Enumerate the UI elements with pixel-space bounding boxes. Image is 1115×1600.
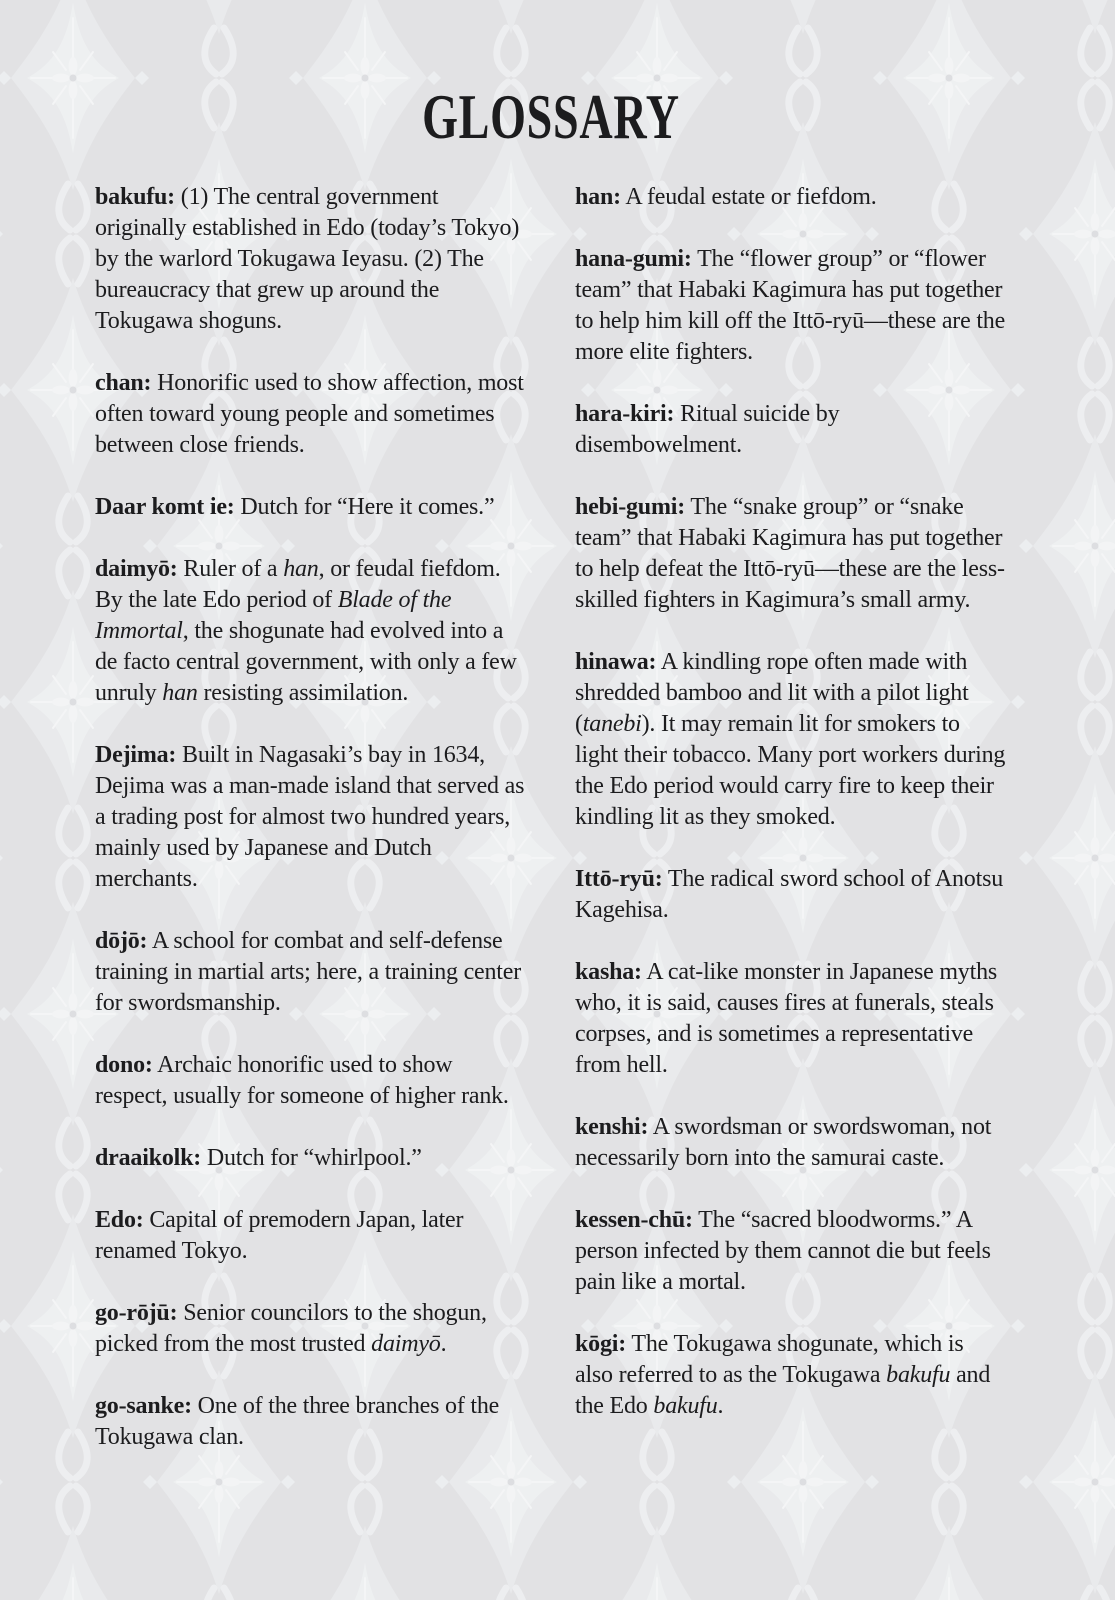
glossary-definition: The Tokugawa shogunate, which is also referred to as the Tokugawa bakufu and the Edo bakufu. bbox=[575, 1331, 991, 1419]
glossary-entry bbox=[575, 244, 1007, 368]
glossary-definition: Ritual suicide by disembowelment. bbox=[575, 401, 840, 458]
glossary-definition: Archaic honorific used to show respect, usually for someone of higher rank. bbox=[95, 1052, 509, 1109]
glossary-entry bbox=[95, 1298, 527, 1360]
glossary-entry bbox=[575, 1329, 1007, 1422]
glossary-definition: A feudal estate or fiefdom. bbox=[620, 184, 877, 210]
glossary-entry bbox=[95, 740, 527, 895]
glossary-definition: A cat-like monster in Japanese myths who, it is said, causes fires at funerals, steals corpses, and is sometimes a representative from hell. bbox=[575, 959, 998, 1078]
glossary-entry bbox=[95, 1143, 527, 1174]
glossary-definition: Built in Nagasaki’s bay in 1634, Dejima was a man-made island that served as a trading post for almost two hundred years, mainly used by Japanese and Dutch merchants. bbox=[95, 742, 525, 892]
glossary-definition: A swordsman or swordswoman, not necessarily born into the samurai caste. bbox=[575, 1114, 992, 1171]
page-title bbox=[95, 82, 1007, 152]
glossary-definition: A school for combat and self-defense training in martial arts; here, a training center for swordsmanship. bbox=[95, 928, 522, 1016]
glossary-term: kōgi: bbox=[575, 1331, 627, 1357]
glossary-entry bbox=[95, 554, 527, 709]
glossary-entry bbox=[575, 864, 1007, 926]
glossary-term: hara-kiri: bbox=[575, 401, 675, 427]
glossary-definition: (1) The central government originally established in Edo (today’s Tokyo) by the warlord Tokugawa Ieyasu. (2) The bureaucracy that grew up around the Tokugawa shoguns. bbox=[95, 184, 520, 334]
glossary-definition: Senior councilors to the shogun, picked from the most trusted daimyō. bbox=[95, 1300, 487, 1357]
glossary-term: go-rōjū: bbox=[95, 1300, 178, 1326]
glossary-column-right bbox=[575, 182, 1007, 1484]
glossary-entry bbox=[575, 399, 1007, 461]
glossary-definition: Honorific used to show affection, most often toward young people and sometimes between close friends. bbox=[95, 370, 524, 458]
page-title-text: GLOSSARY bbox=[422, 81, 680, 152]
glossary-term: Ittō-ryū: bbox=[575, 866, 663, 892]
glossary-definition: The radical sword school of Anotsu Kagehisa. bbox=[575, 866, 1004, 923]
glossary-term: hinawa: bbox=[575, 649, 657, 675]
glossary-definition: Capital of premodern Japan, later renamed Tokyo. bbox=[95, 1207, 464, 1264]
glossary-definition: A kindling rope often made with shredded bamboo and lit with a pilot light (tanebi). It may remain lit for smokers to light their tobacco. Many port workers during the Edo period would carry fire to keep their kindling lit as they smoked. bbox=[575, 649, 1006, 830]
glossary-entry bbox=[95, 1050, 527, 1112]
glossary-definition: Ruler of a han, or feudal fiefdom. By the late Edo period of Blade of the Immortal, the shogunate had evolved into a de facto central government, with only a few unruly han resisting assimilation. bbox=[95, 556, 517, 706]
glossary-definition: Dutch for “whirlpool.” bbox=[201, 1145, 422, 1171]
glossary-term: han: bbox=[575, 184, 621, 210]
glossary-definition: The “flower group” or “flower team” that Habaki Kagimura has put together to help him kill off the Ittō-ryū—these are the more elite fighters. bbox=[575, 246, 1006, 365]
glossary-columns bbox=[95, 182, 1007, 1484]
glossary-term: go-sanke: bbox=[95, 1393, 192, 1419]
glossary-term: kenshi: bbox=[575, 1114, 649, 1140]
glossary-definition: Dutch for “Here it comes.” bbox=[234, 494, 495, 520]
glossary-term: Daar komt ie: bbox=[95, 494, 235, 520]
glossary-term: kessen-chū: bbox=[575, 1207, 693, 1233]
glossary-entry bbox=[575, 1112, 1007, 1174]
glossary-term: Edo: bbox=[95, 1207, 144, 1233]
glossary-definition: The “snake group” or “snake team” that Habaki Kagimura has put together to help defeat the Ittō-ryū—these are the less-skilled fighters in Kagimura’s small army. bbox=[575, 494, 1005, 613]
glossary-entry bbox=[575, 182, 1007, 213]
glossary-term: hebi-gumi: bbox=[575, 494, 686, 520]
glossary-entry bbox=[575, 492, 1007, 616]
glossary-term: dono: bbox=[95, 1052, 153, 1078]
glossary-term: daimyō: bbox=[95, 556, 178, 582]
glossary-term: Dejima: bbox=[95, 742, 177, 768]
glossary-term: hana-gumi: bbox=[575, 246, 692, 272]
glossary-entry bbox=[95, 492, 527, 523]
glossary-entry bbox=[95, 182, 527, 337]
glossary-term: dōjō: bbox=[95, 928, 148, 954]
glossary-column-left bbox=[95, 182, 527, 1484]
glossary-entry bbox=[95, 926, 527, 1019]
glossary-entry bbox=[95, 368, 527, 461]
glossary-term: kasha: bbox=[575, 959, 642, 985]
glossary-entry bbox=[95, 1205, 527, 1267]
glossary-term: draaikolk: bbox=[95, 1145, 202, 1171]
glossary-entry bbox=[575, 957, 1007, 1081]
glossary-entry bbox=[575, 1205, 1007, 1298]
glossary-term: bakufu: bbox=[95, 184, 175, 210]
glossary-entry bbox=[575, 647, 1007, 833]
glossary-definition: The “sacred bloodworms.” A person infected by them cannot die but feels pain like a mortal. bbox=[575, 1207, 991, 1295]
glossary-entry bbox=[95, 1391, 527, 1453]
glossary-term: chan: bbox=[95, 370, 152, 396]
glossary-definition: One of the three branches of the Tokugawa clan. bbox=[95, 1393, 500, 1450]
